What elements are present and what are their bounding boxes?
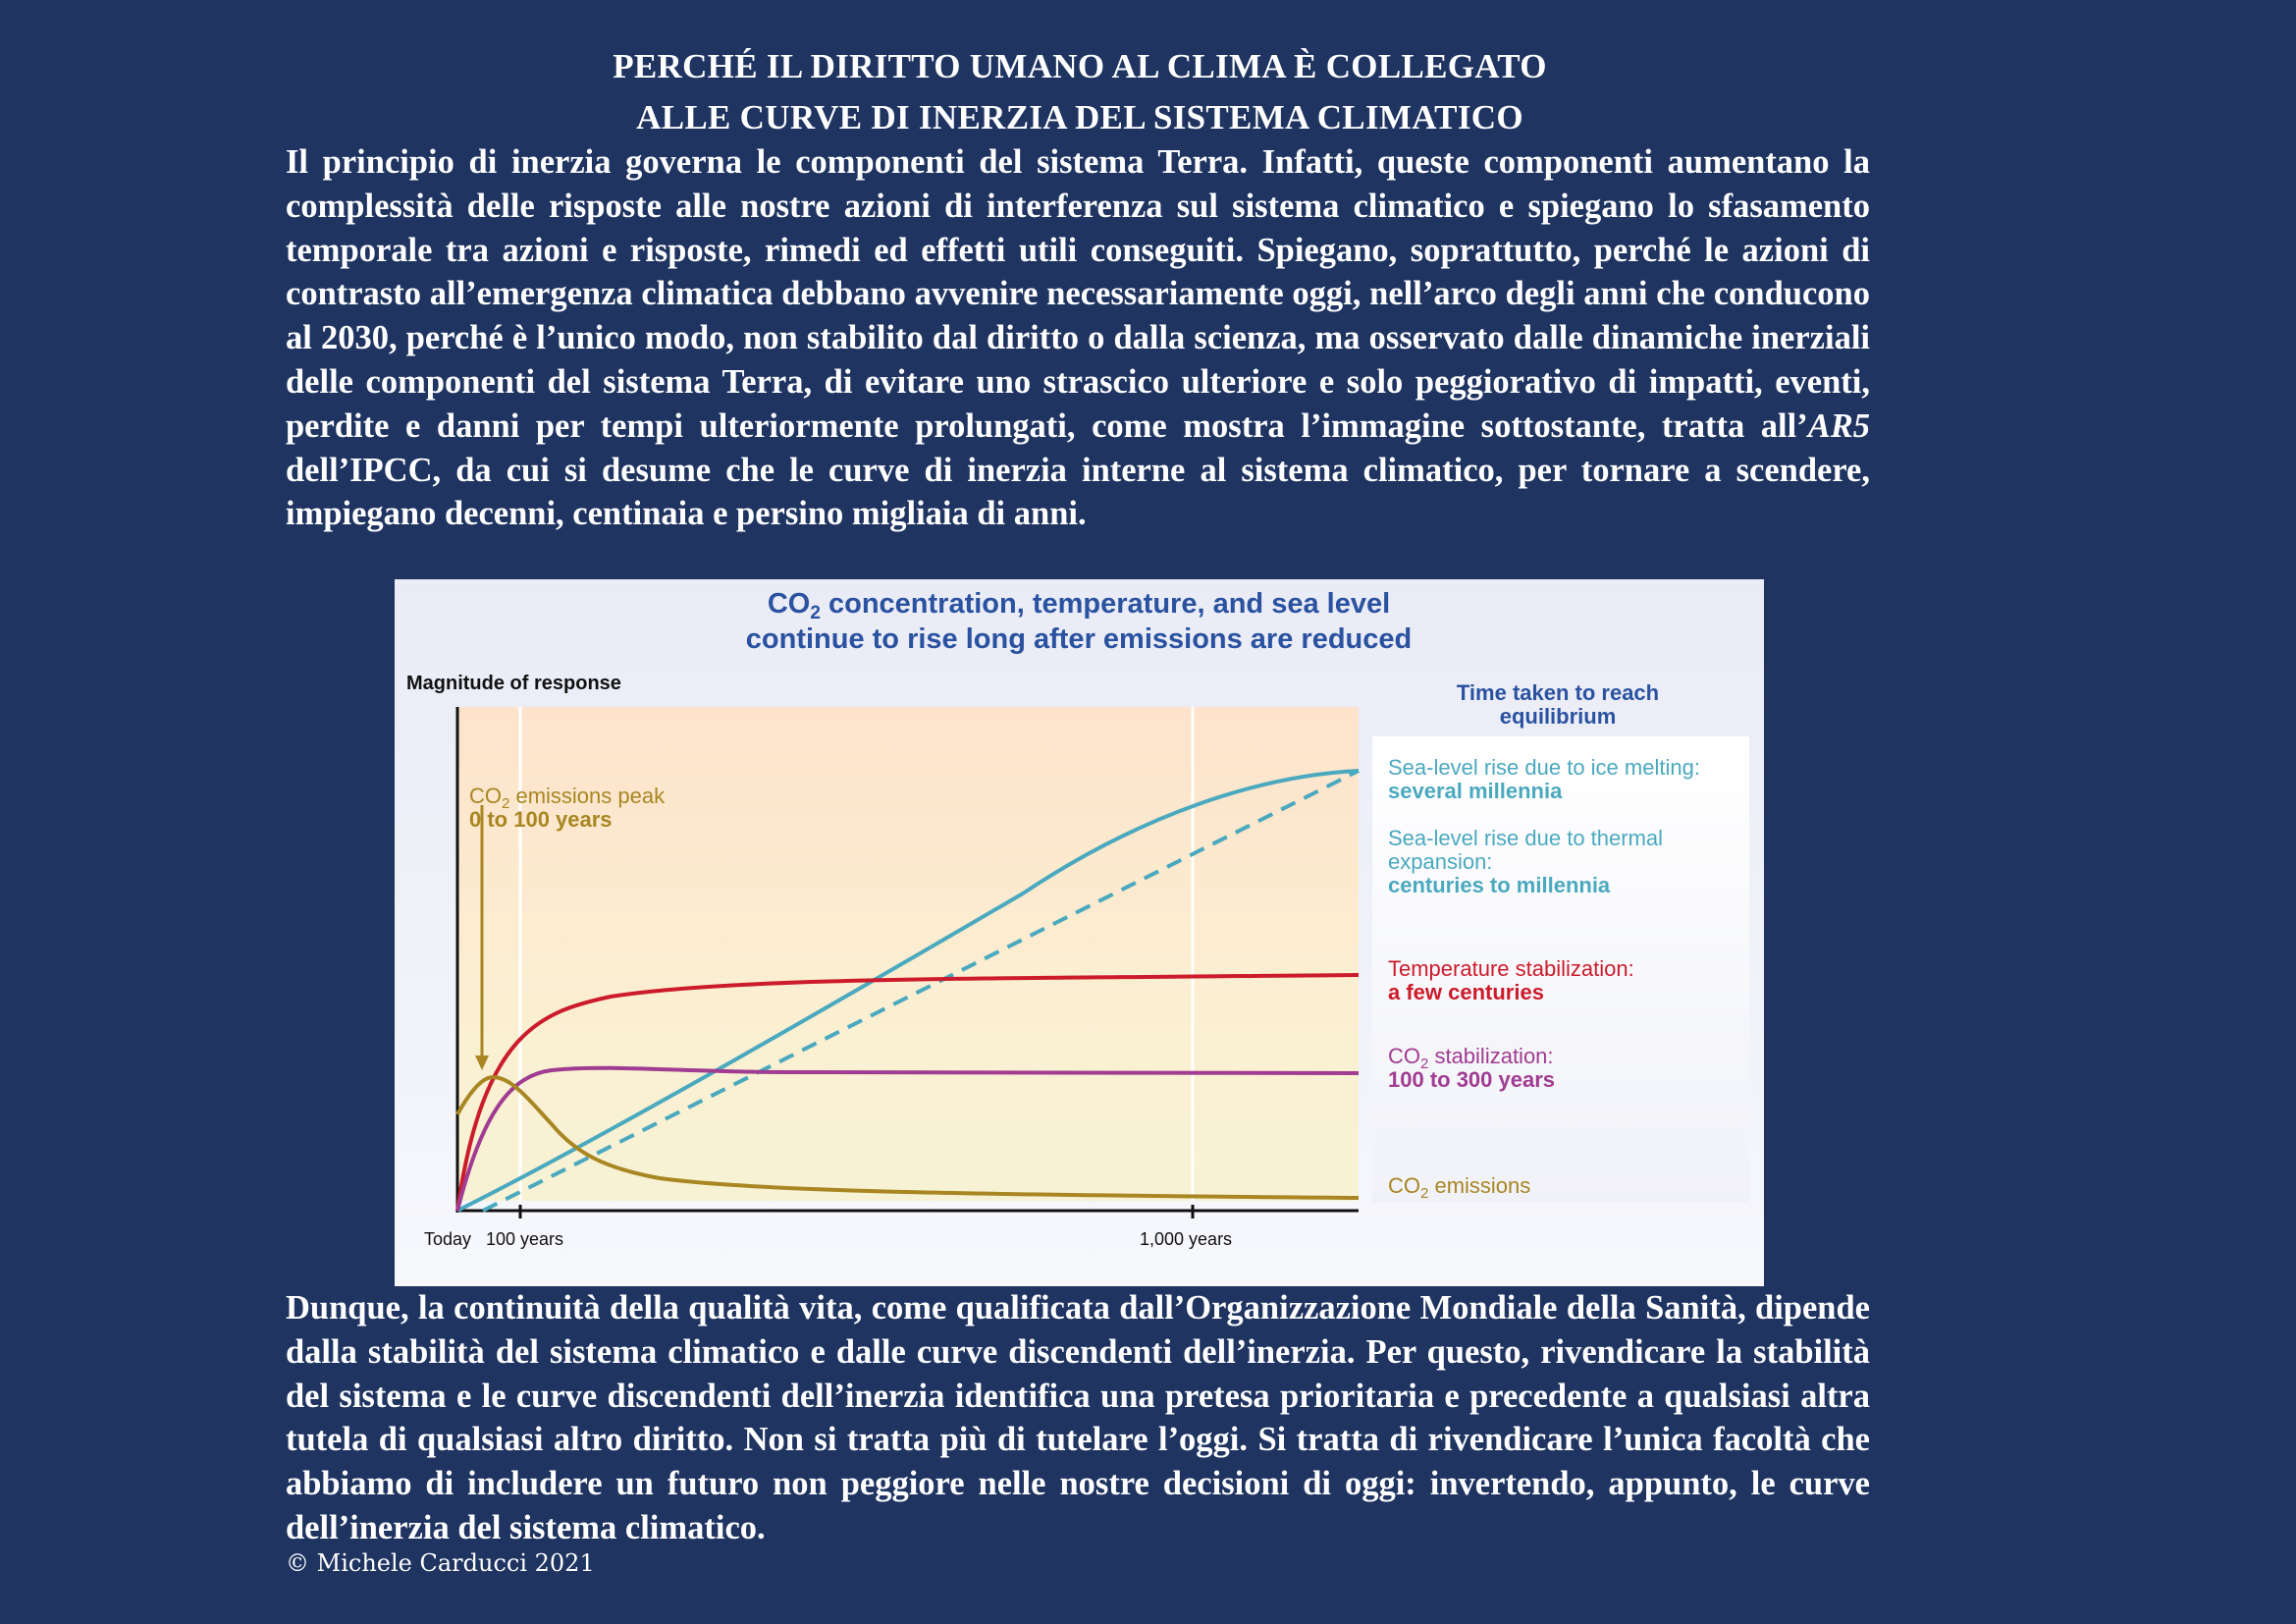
- document-title-line2: ALLE CURVE DI INERZIA DEL SISTEMA CLIMATICO: [636, 98, 1523, 136]
- legend-emissions-rest: emissions: [1428, 1173, 1531, 1198]
- paragraph-intro: [286, 140, 1870, 536]
- paragraph-intro-text: Il principio di inerzia governa le componenti del sistema Terra. Infatti, queste componenti aumentano la complessità delle risposte alle nostre azioni di interferenza sul sistema climatico e spiegano lo sfasamento temporale tra azioni e risposte, rimedi ed effetti utili conseguiti. Spiegano, soprattutto, perché le azioni di contrasto all’emergenza climatica debbano avvenire necessariamente oggi, nell’arco degli anni che conducono al 2030, perché è l’unico modo, non stabilito dal diritto o dalla scienza, ma osservato dalle dinamiche inerziali delle componenti del sistema Terra, di evitare uno strascico ulteriore e solo peggiorativo di impatti, eventi, perdite e danni per tempi ulteriormente prolungati, come mostra l’immagine sottostante, tratta all’: [286, 143, 1870, 445]
- ipcc-figure: [395, 579, 1764, 1286]
- legend-emissions-sub: 2: [1420, 1185, 1429, 1202]
- figure-title-line1: [768, 588, 1390, 623]
- tick-label-100-years: 100 years: [486, 1229, 564, 1249]
- legend-ice-value: several millennia: [1388, 779, 1563, 803]
- legend-co2-rest: stabilization:: [1428, 1044, 1554, 1068]
- legend-temp-value: a few centuries: [1388, 980, 1544, 1004]
- legend-co2-co: CO: [1388, 1044, 1420, 1068]
- legend-thermal-line1: Sea-level rise due to thermal: [1388, 826, 1664, 850]
- plot-area: [457, 707, 1359, 1201]
- legend-co2-sub: 2: [1420, 1056, 1429, 1072]
- copyright-notice: © Michele Carducci 2021: [286, 1549, 595, 1577]
- figure-title-co: CO: [767, 588, 811, 620]
- document-title-line1: PERCHÉ IL DIRITTO UMANO AL CLIMA È COLLEGATO: [613, 47, 1547, 85]
- legend-co2-value: 100 to 300 years: [1388, 1067, 1556, 1092]
- paragraph-intro-italic: AR5: [1807, 406, 1870, 445]
- tick-label-1000-years: 1,000 years: [1140, 1229, 1233, 1249]
- ipcc-figure-svg: [395, 579, 1764, 1286]
- y-axis-label: Magnitude of response: [406, 673, 621, 694]
- peak-label-co: CO: [469, 784, 502, 808]
- legend-thermal-value: centuries to millennia: [1388, 873, 1611, 897]
- legend-thermal-line2: expansion:: [1388, 849, 1493, 874]
- paragraph-conclusion: Dunque, la continuità della qualità vita, come qualificata dall’Organizzazione Mondiale della Sanità, dipende dalla stabilità del sistema climatico e dalle curve discendenti dell’inerzia. Per questo, rivendicare la stabilità del sistema e le curve discendenti dell’inerzia identifica una pretesa prioritaria e precedente a qualsiasi altra tutela di qualsiasi altro diritto. Non si tratta più di tutelare l’oggi. Si tratta di rivendicare l’unica facoltà che abbiamo di includere un futuro non peggiore nelle nostre decisioni di oggi: invertendo, appunto, le curve dell’inerzia del sistema climatico.: [286, 1289, 1870, 1546]
- legend-emissions-co: CO: [1388, 1173, 1420, 1198]
- legend-title-line2: equilibrium: [1499, 704, 1617, 729]
- legend-title-line1: Time taken to reach: [1456, 680, 1660, 705]
- figure-title-rest: concentration, temperature, and sea level: [820, 588, 1391, 620]
- figure-title-line2: continue to rise long after emissions are reduced: [745, 623, 1413, 655]
- tick-label-today: Today: [424, 1229, 472, 1249]
- legend-temp-line1: Temperature stabilization:: [1388, 956, 1634, 981]
- legend-ice-line1: Sea-level rise due to ice melting:: [1388, 755, 1700, 780]
- peak-label-value: 0 to 100 years: [469, 807, 613, 832]
- peak-label-rest: emissions peak: [509, 784, 666, 808]
- peak-label-sub: 2: [502, 795, 510, 812]
- figure-title-sub: 2: [810, 603, 821, 623]
- legend-emissions: [1388, 1173, 1530, 1202]
- paragraph-intro-end: dell’IPCC, da cui si desume che le curve di inerzia interne al sistema climatico, per tornare a scendere, impiegano decenni, centinaia e persino migliaia di anni.: [286, 451, 1870, 533]
